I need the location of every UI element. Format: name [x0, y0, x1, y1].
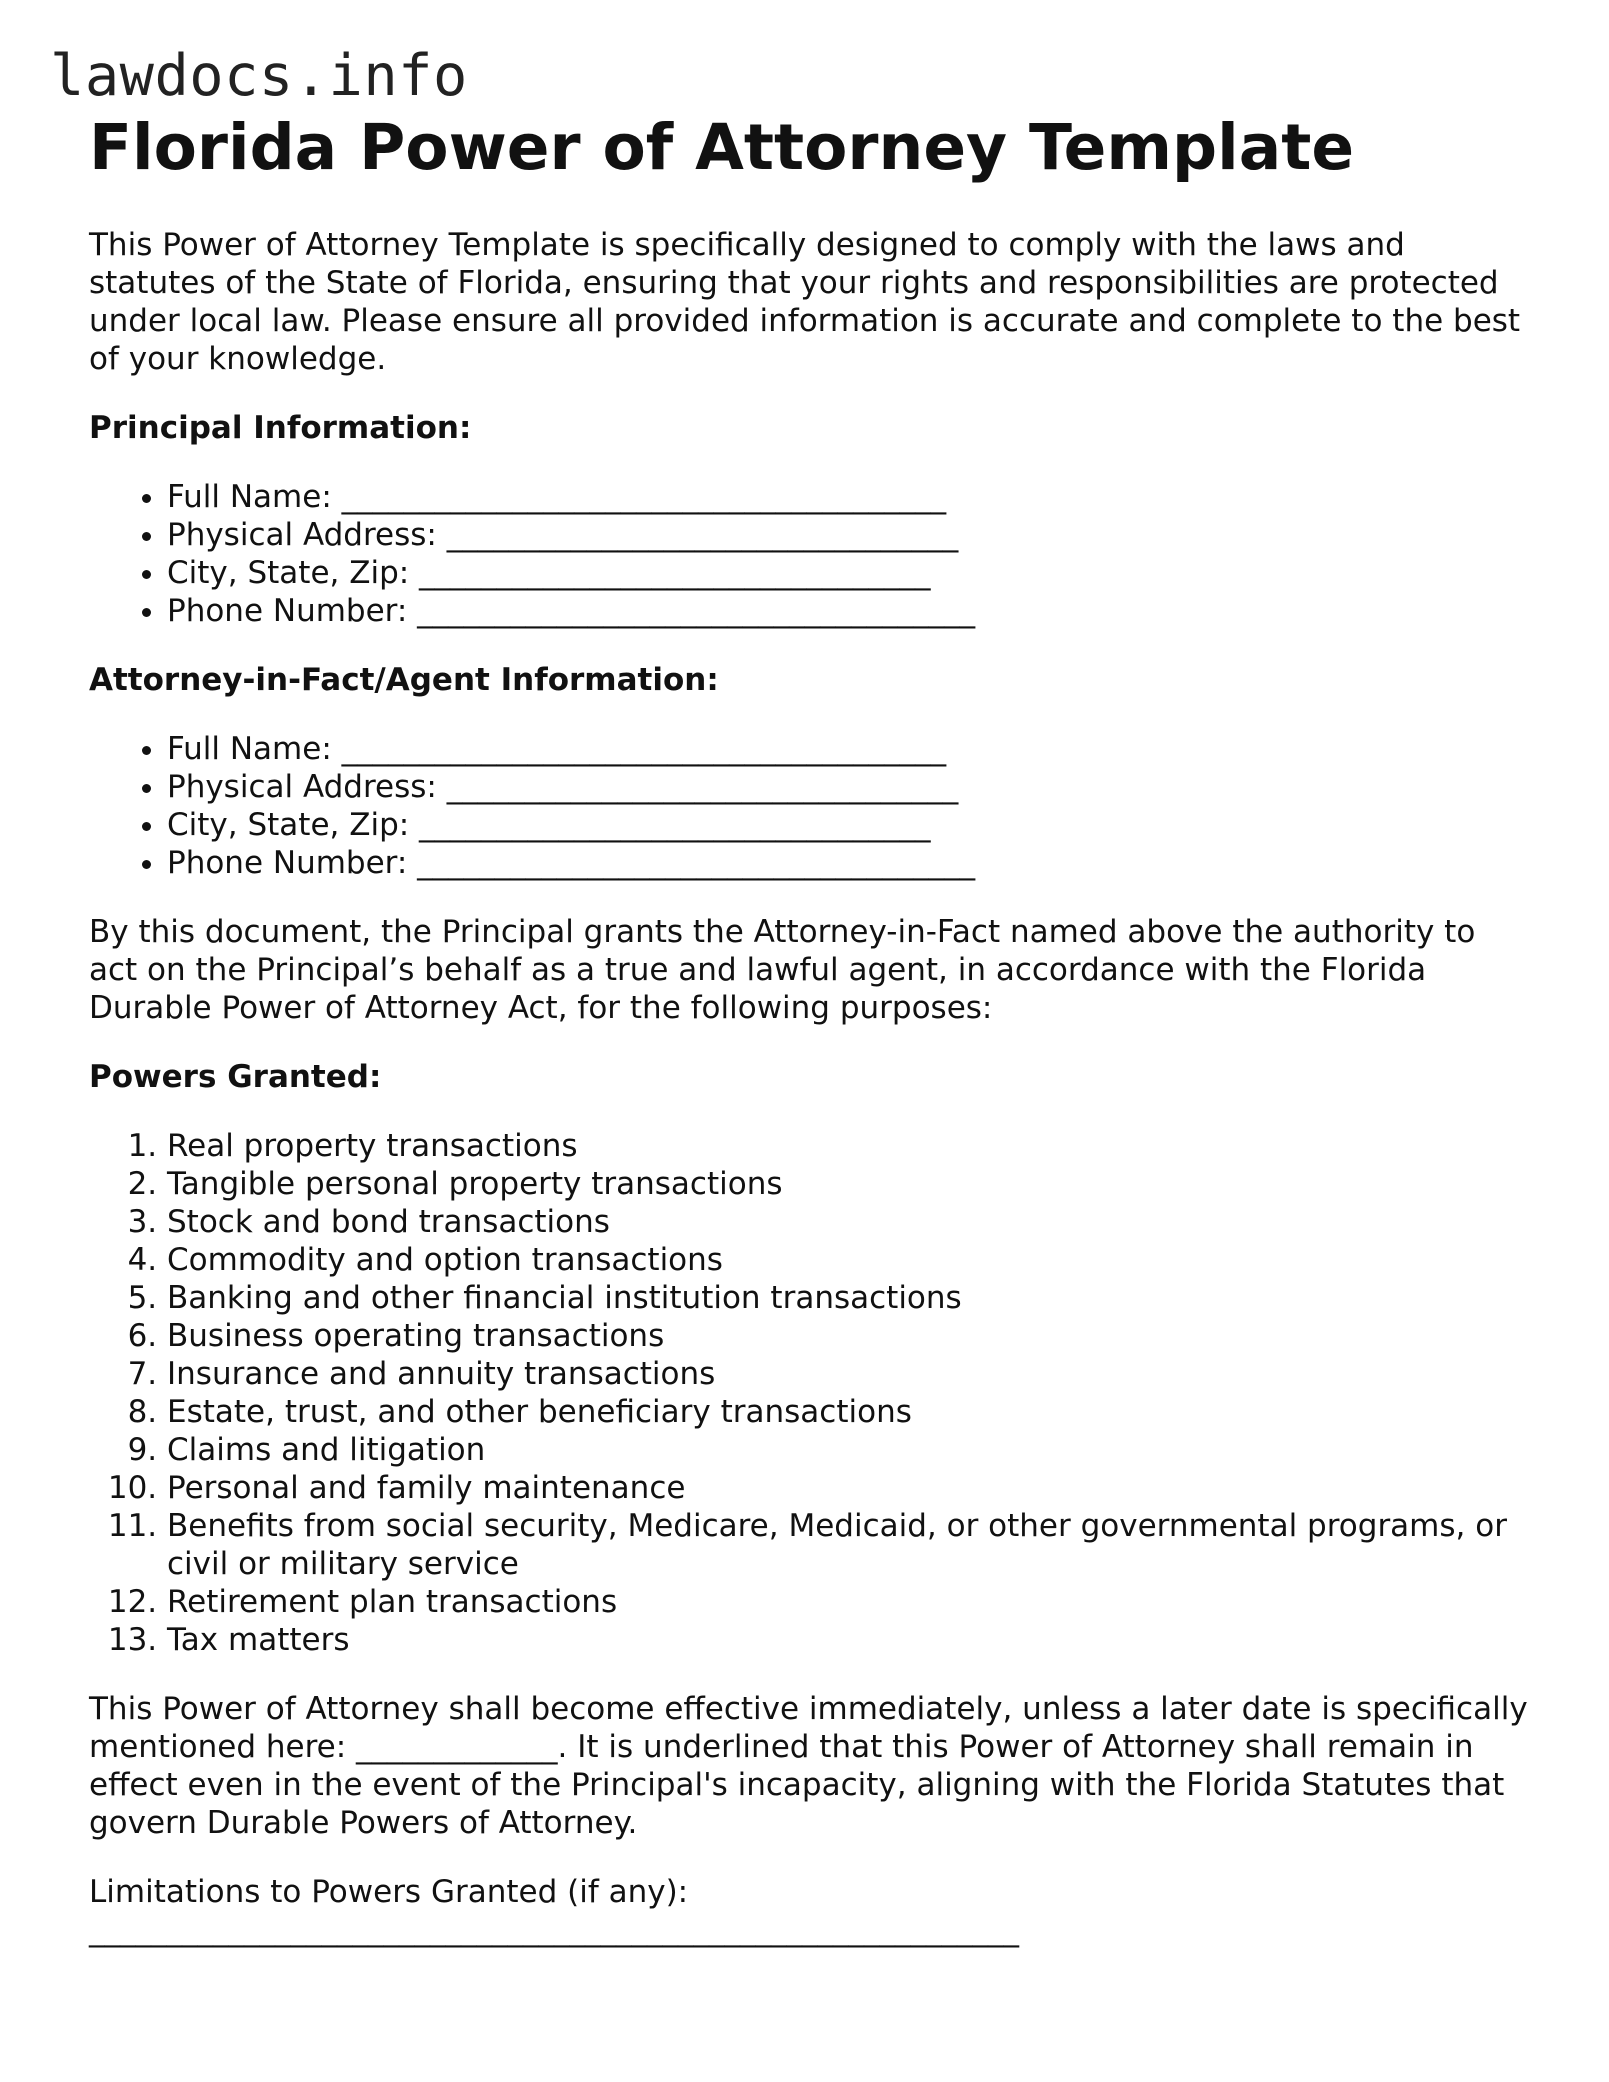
power-item: 10. Personal and family maintenance: [167, 1469, 1529, 1507]
power-item: 6. Business operating transactions: [167, 1317, 1529, 1355]
limitations-blank-line: ____________________________________________________________: [89, 1912, 1019, 1949]
principal-heading: Principal Information:: [89, 410, 472, 447]
agent-city-state-zip-field: • City, State, Zip: _________________________________: [167, 806, 1529, 844]
agent-phone-field: • Phone Number: ____________________________________: [167, 844, 1529, 882]
principal-full-name-field: • Full Name: _______________________________________: [167, 478, 1529, 516]
power-item: 1. Real property transactions: [167, 1127, 1529, 1165]
document-page: [89, 112, 1529, 1949]
principal-address-field: • Physical Address: _________________________________: [167, 516, 1529, 554]
limitations-label: Limitations to Powers Granted (if any):: [89, 1874, 689, 1911]
grant-paragraph: By this document, the Principal grants the Attorney-in-Fact named above the authority to act on the Principal’s behalf as a true and lawful agent, in accordance with the Florida Durable Power of Attorney Act, for the following purposes:: [89, 914, 1476, 1027]
site-watermark: lawdocs.info: [50, 43, 468, 109]
agent-full-name-field: • Full Name: _______________________________________: [167, 730, 1529, 768]
effective-date-paragraph: This Power of Attorney shall become effective immediately, unless a later date is specifically mentioned here: _____________. It is underlined that this Power of Attorney shall remain in effect even in the event of the Principal's incapacity, aligning with the Florida Statutes that govern Durable Powers of Attorney.: [89, 1691, 1528, 1842]
power-item: 5. Banking and other financial institution transactions: [167, 1279, 1529, 1317]
principal-city-state-zip-field: • City, State, Zip: _________________________________: [167, 554, 1529, 592]
power-item: 4. Commodity and option transactions: [167, 1241, 1529, 1279]
powers-list: [89, 1127, 1529, 1659]
power-item: 13. Tax matters: [167, 1621, 1529, 1659]
power-item: 9. Claims and litigation: [167, 1431, 1529, 1469]
agent-address-field: • Physical Address: _________________________________: [167, 768, 1529, 806]
agent-heading: Attorney-in-Fact/Agent Information:: [89, 662, 719, 699]
intro-paragraph: This Power of Attorney Template is specifically designed to comply with the laws and statutes of the State of Florida, ensuring that your rights and responsibilities are protected under local law. Please ensure all provided information is accurate and complete to the best of your knowledge.: [89, 227, 1521, 378]
principal-fields-list: [89, 478, 1529, 630]
power-item: 12. Retirement plan transactions: [167, 1583, 1529, 1621]
principal-phone-field: • Phone Number: ____________________________________: [167, 592, 1529, 630]
power-item: 2. Tangible personal property transactions: [167, 1165, 1529, 1203]
power-item: 7. Insurance and annuity transactions: [167, 1355, 1529, 1393]
powers-heading: Powers Granted:: [89, 1059, 382, 1096]
power-item: 8. Estate, trust, and other beneficiary transactions: [167, 1393, 1529, 1431]
document-title: Florida Power of Attorney Template: [89, 111, 1355, 184]
power-item: 3. Stock and bond transactions: [167, 1203, 1529, 1241]
agent-fields-list: [89, 730, 1529, 882]
power-item: 11. Benefits from social security, Medicare, Medicaid, or other governmental programs, or civil or military service: [167, 1507, 1529, 1583]
